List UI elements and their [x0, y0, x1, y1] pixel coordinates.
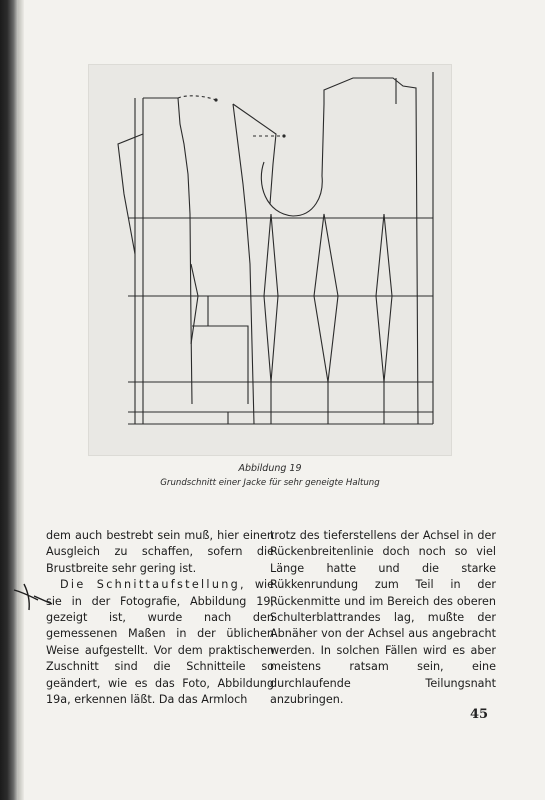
text-column-right	[270, 528, 496, 708]
paragraph-text: wie sie in der Fotografie, Abbildung 19, gezeigt ist, wurde nach den gemessenen Maßen in der üblichen Weise aufgestellt. Vor dem praktischen Zuschnitt sind die Schnitteile so geändert, wie es das Foto, Abbildung 19a, erkennen läßt. Da das Armloch	[46, 578, 274, 707]
text-column-left	[46, 528, 274, 708]
figure-caption-title: Abbildung 19	[238, 463, 302, 474]
paragraph: trotz des tieferstellens der Achsel in der Rückenbreitenlinie doch noch so viel Länge hatte und die starke Rükkenrundung zum Teil in der Rückenmitte und im Bereich des oberen Schulterblattrandes lag, mußte der Abnäher von der Achsel aus angebracht werden. In solchen Fällen wird es aber meistens ratsam sein, eine durchlaufende Teilungsnaht anzubringen.	[270, 529, 496, 707]
ink-mark-icon	[12, 578, 60, 618]
page-edge	[18, 0, 24, 800]
figure-caption-text: Grundschnitt einer Jacke für sehr geneigte Haltung	[160, 478, 380, 488]
paragraph	[46, 577, 274, 708]
book-gutter-shadow	[0, 0, 18, 800]
jacket-pattern-drawing	[88, 64, 452, 456]
pattern-draft-photo	[88, 64, 452, 456]
page-number: 45	[470, 707, 489, 722]
paragraph: dem auch bestrebt sein muß, hier einen Ausgleich zu schaffen, sofern die Brustbreite sehr gering ist.	[46, 529, 274, 575]
emphasized-term: Die Schnittaufstellung,	[60, 578, 246, 592]
